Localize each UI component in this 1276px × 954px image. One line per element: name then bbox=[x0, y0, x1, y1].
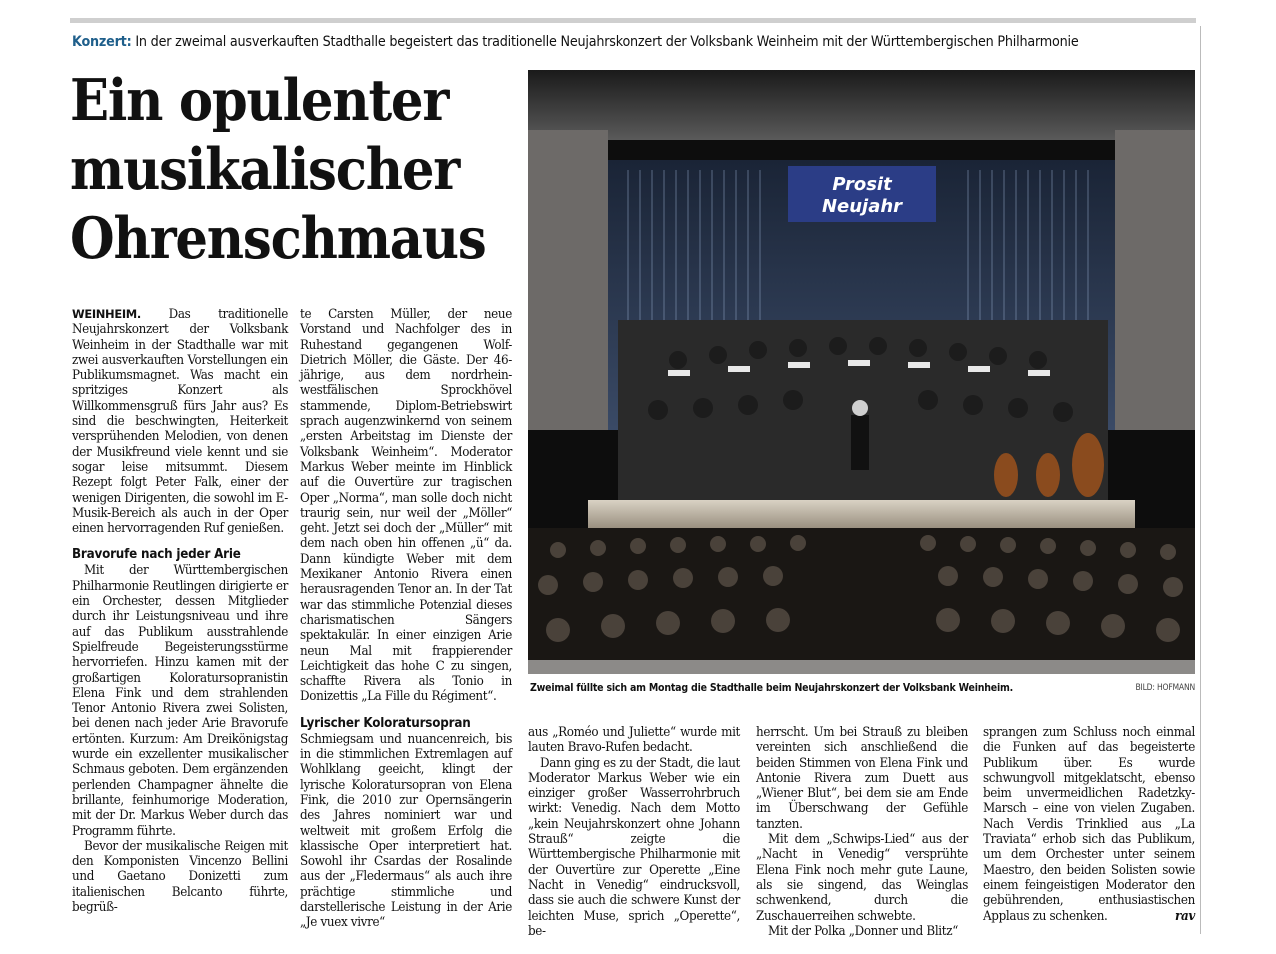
article-column-4 bbox=[756, 725, 968, 939]
col4-paragraph-2: Mit dem „Schwips-Lied“ aus der „Nacht in Venedig“ versprühte Elena Fink noch mehr gute Laune, als sie singend, das Weinglas schwenkend, durch die Zuschauerreihen schwebte. bbox=[756, 832, 968, 924]
col2-paragraph-1: te Carsten Müller, der neue Vorstand und Nachfolger des in Ruhestand gegangenen Wolf-Dietrich Möller, die Gäste. Der 46-jährige, aus dem nordrhein-westfälischen Sprockhövel stammende, Diplom-Betriebswirt sprach augenzwinkernd von seinem „ersten Arbeitstag im Dienste der Volksbank Weinheim“. Moderator Markus Weber meinte im Hinblick auf die Ouvertüre zur tragischen Oper „Norma“, man solle doch nicht traurig sein, nur weil der „Möller“ geht. Jetzt sei doch der „Müller“ mit dem nach oben hin offenen „ü“ da. Dann kündigte Weber mit dem Mexikaner Antonio Rivera einen herausragenden Tenor an. In der Tat war das stimmliche Potenzial dieses charismatischen Sängers spektakulär. In einer einzigen Arie neun Mal mit frappierender Leichtigkeit das hohe C zu singen, schaffte Rivera als Tonio in Donizettis „La Fille du Régiment“. bbox=[300, 307, 512, 705]
photo-caption bbox=[530, 682, 1195, 694]
right-column-rule bbox=[1200, 26, 1201, 934]
banner-text-1: Prosit bbox=[832, 174, 892, 195]
article-column-2 bbox=[300, 307, 512, 931]
top-rule bbox=[70, 18, 1196, 23]
subhead-bravorufe: Bravorufe nach jeder Arie bbox=[72, 547, 241, 563]
col1-paragraph-3: Bevor der musikalische Reigen mit den Komponisten Vincenzo Bellini und Gaetano Donizetti zum italienischen Belcanto führte, begrüß- bbox=[72, 838, 288, 915]
headline-line-2: musikalischer bbox=[70, 136, 460, 203]
col4-paragraph-3: Mit der Polka „Donner und Blitz“ bbox=[768, 923, 958, 939]
col1-paragraph-1: WEINHEIM. Das traditionelle Neujahrskonzert der Volksbank Weinheim in der Stadthalle war mit zwei ausverkauften Vorstellungen ein Publikumsmagnet. Was macht ein spritziges Konzert als Willkommensgruß fürs Jahr aus? Es sind die beschwingten, Heiterkeit versprühenden Melodien, von denen der Musikfreund viele kennt und sie sogar leise mitsummt. Diesem Rezept folgt Peter Falk, einer der wenigen Dirigenten, die sowohl im E-Musik-Bereich als auch in der Oper einen hervorragenden Ruf genießen. bbox=[72, 307, 288, 537]
dateline: WEINHEIM. bbox=[72, 307, 141, 321]
col3-paragraph-2: Dann ging es zu der Stadt, die laut Moderator Markus Weber wie ein einziger großer Wasserrohrbruch wirkt: Venedig. Nach dem Motto „kein Neujahrskonzert ohne Johann Strauß“ zeigte die Württembergische Philharmonie mit der Ouvertüre zur Operette „Eine Nacht in Venedig“ eindrucksvoll, dass sie auch die schwere Kunst der leichten Muse, sprich „Operette“, be- bbox=[528, 755, 740, 939]
concert-hall-image bbox=[528, 70, 1195, 674]
kicker-label: Konzert: bbox=[72, 34, 132, 50]
col1-paragraph-2: Mit der Württembergischen Philharmonie Reutlingen dirigierte er ein Orchester, dessen Mitglieder durch ihr Leistungsniveau und ihre auf das Publikum ausstrahlende Spielfreude Begeisterungsstürme hervorriefen. Hinzu kamen mit der großartigen Koloratursopranistin Elena Fink und dem strahlenden Tenor Antonio Rivera zwei Solisten, bei denen nach jeder Arie Bravorufe ertönten. Kurzum: Am Dreikönigstag wurde ein exzellenter musikalischer Schmaus geboten. Dem ergänzenden perlenden Champagner ähnelte die brillante, feinhumorige Moderation, mit der Dr. Markus Weber durch das Programm führte. bbox=[72, 563, 288, 839]
kicker-text: In der zweimal ausverkauften Stadthalle begeistert das traditionelle Neujahrskonzert der Volksbank Weinheim mit der Württembergischen Philharmonie bbox=[135, 34, 1079, 50]
headline-line-1: Ein opulenter bbox=[70, 67, 449, 134]
headline-line-3: Ohrenschmaus bbox=[70, 205, 486, 272]
banner-text-2: Neujahr bbox=[821, 196, 903, 217]
article-column-3 bbox=[528, 725, 740, 939]
article-column-5 bbox=[983, 725, 1195, 924]
headline bbox=[70, 66, 520, 273]
kicker bbox=[72, 34, 1197, 50]
subhead-koloratursopran: Lyrischer Koloratursopran bbox=[300, 715, 471, 731]
prosit-neujahr-banner bbox=[788, 166, 936, 222]
photo-credit: BILD: HOFMANN bbox=[1135, 683, 1195, 693]
col3-paragraph-1: aus „Roméo und Juliette“ wurde mit lauten Bravo-Rufen bedacht. bbox=[528, 725, 740, 756]
caption-text: Zweimal füllte sich am Montag die Stadthalle beim Neujahrskonzert der Volksbank Weinheim. bbox=[530, 682, 1014, 694]
col4-paragraph-1: herrscht. Um bei Strauß zu bleiben vereinten sich anschließend die beiden Stimmen von Elena Fink und Antonie Rivera zum Duett aus „Wiener Blut“, bei dem sie am Ende im Überschwang der Gefühle tanzten. bbox=[756, 725, 968, 832]
author-signature: rav bbox=[1175, 908, 1195, 924]
col2-paragraph-2: Schmiegsam und nuancenreich, bis in die stimmlichen Extremlagen auf Wohlklang geeicht, klingt der lyrische Koloratursopran von Elena Fink, die 2010 zur Opernsängerin des Jahres nominiert war und weltweit mit großem Erfolg die klassische Oper interpretiert hat. Sowohl ihr Csardas der Rosalinde aus der „Fledermaus“ als auch ihre prächtige stimmliche und darstellerische Leistung in der Arie „Je vuex vivre“ bbox=[300, 731, 512, 931]
concert-photo bbox=[528, 70, 1195, 674]
article-column-1 bbox=[72, 307, 288, 915]
col5-paragraph-1: sprangen zum Schluss noch einmal die Funken auf das begeisterte Publikum über. Es wurde schwungvoll mitgeklatscht, ebenso beim unvermeidlichen Radetzky-Marsch – eine von vielen Zugaben. Nach Verdis Trinklied aus „La Traviata“ erhob sich das Publikum, um dem Orchester unter seinem Maestro, den beiden Solisten sowie einem feingeistigen Moderator den gebührenden, enthusiastischen Applaus zu schenken. rav bbox=[983, 725, 1195, 924]
